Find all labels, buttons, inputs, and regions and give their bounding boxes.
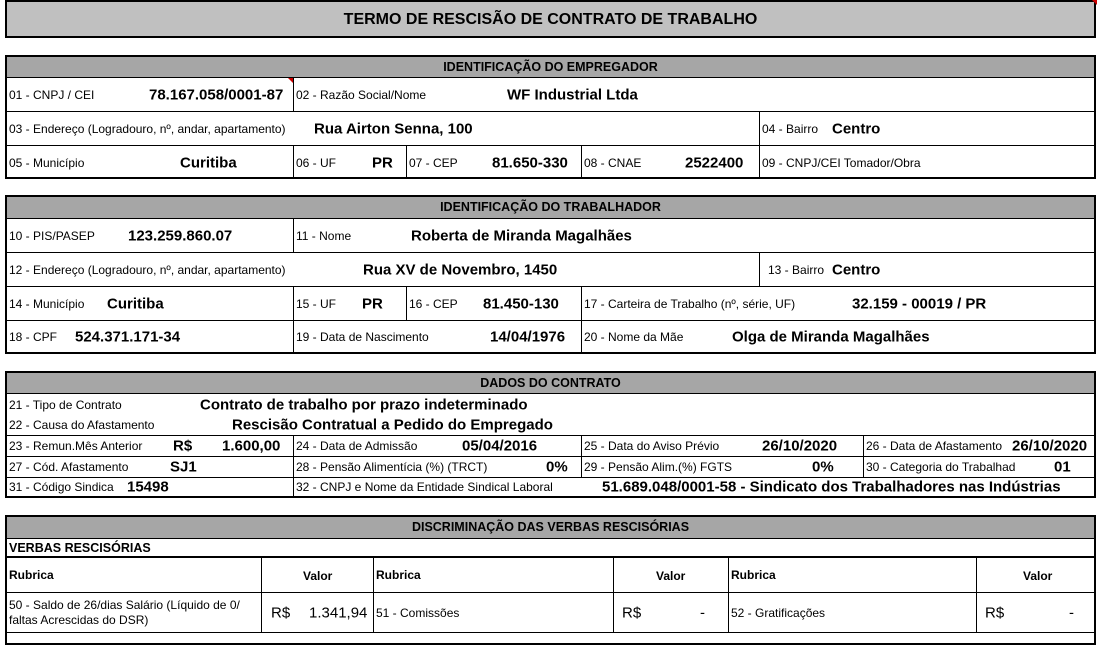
- currency: R$: [985, 604, 1005, 621]
- field-pis: [7, 219, 294, 253]
- field-data-nascimento: [294, 321, 582, 352]
- field-endereco: [7, 112, 760, 146]
- verba-51-valor: [614, 593, 729, 633]
- field-data-admissao: [294, 436, 582, 457]
- field-cpf: [7, 321, 294, 352]
- label: 27 - Cód. Afastamento: [9, 460, 129, 474]
- value: Curitiba: [107, 295, 164, 312]
- field-entidade-sindical: [294, 478, 1094, 496]
- label: 11 - Nome: [296, 228, 352, 243]
- label: 52 - Gratificações: [731, 605, 826, 620]
- verba-50-rubrica: [7, 593, 262, 633]
- label: 02 - Razão Social/Nome: [296, 87, 427, 102]
- value: 01: [1054, 458, 1071, 476]
- value: Roberta de Miranda Magalhães: [411, 227, 632, 244]
- col-valor-2: [614, 558, 729, 593]
- value: 26/10/2020: [762, 437, 838, 455]
- verba-52-valor: [977, 593, 1094, 633]
- col-rubrica-3: [729, 558, 977, 593]
- value: Contrato de trabalho por prazo indeterminado: [200, 396, 528, 413]
- value: 524.371.171-34: [75, 328, 181, 345]
- label: 15 - UF: [296, 296, 337, 311]
- employer-section: [5, 55, 1096, 179]
- label: 08 - CNAE: [584, 155, 642, 170]
- currency: R$: [622, 604, 642, 621]
- field-pensao-trct: [294, 457, 582, 478]
- value: Rua Airton Senna, 100: [314, 120, 473, 137]
- label: 12 - Endereço (Logradouro, nº, andar, apartamento): [9, 262, 286, 277]
- value: 32.159 - 00019 / PR: [852, 295, 987, 312]
- value: 81.650-330: [492, 154, 568, 171]
- label: 09 - CNPJ/CEI Tomador/Obra: [762, 155, 921, 170]
- value: Rua XV de Novembro, 1450: [363, 261, 558, 278]
- label: 10 - PIS/PASEP: [9, 228, 95, 243]
- worker-section: [5, 195, 1096, 354]
- label: 03 - Endereço (Logradouro, nº, andar, apartamento): [9, 121, 286, 136]
- label: 18 - CPF: [9, 329, 58, 344]
- label: 26 - Data de Afastamento: [866, 439, 1003, 453]
- field-uf-trabalhador: [294, 287, 407, 321]
- label: 31 - Código Sindica: [9, 480, 114, 494]
- label: 28 - Pensão Alimentícia (%) (TRCT): [296, 460, 488, 474]
- field-cep-trabalhador: [407, 287, 582, 321]
- col-valor-1: [262, 558, 374, 593]
- col-rubrica-1: [7, 558, 262, 593]
- field-cnpj-tomador: [760, 146, 1094, 179]
- field-remuneracao: [7, 436, 294, 457]
- value: WF Industrial Ltda: [507, 86, 638, 103]
- field-razao-social: [294, 78, 1094, 112]
- field-categoria: [864, 457, 1094, 478]
- value: Curitiba: [180, 154, 237, 171]
- label: 17 - Carteira de Trabalho (nº, série, UF): [584, 296, 796, 311]
- label: 30 - Categoria do Trabalhad: [866, 460, 1016, 474]
- label: 29 - Pensão Alim.(%) FGTS: [584, 460, 733, 474]
- value: 15498: [127, 478, 169, 496]
- label: 13 - Bairro: [768, 262, 825, 277]
- field-endereco-trabalhador: [7, 253, 760, 287]
- field-data-aviso: [582, 436, 864, 457]
- currency: R$: [173, 437, 193, 455]
- value: 1.600,00: [222, 437, 281, 455]
- field-municipio: [7, 146, 294, 179]
- label: Rubrica: [731, 568, 776, 582]
- label: 19 - Data de Nascimento: [296, 329, 429, 344]
- value: 05/04/2016: [462, 437, 538, 455]
- label: 25 - Data do Aviso Prévio: [584, 439, 720, 453]
- field-cnpj: [7, 78, 294, 112]
- field-municipio-trabalhador: [7, 287, 294, 321]
- currency: R$: [271, 604, 291, 621]
- label: 24 - Data de Admissão: [296, 439, 418, 453]
- field-data-afastamento: [864, 436, 1094, 457]
- label: 50 - Saldo de 26/dias Salário (Líquido de 0/ faltas Acrescidas do DSR): [9, 597, 240, 627]
- field-cnae: [582, 146, 760, 179]
- field-nome-mae: [582, 321, 1094, 352]
- label: Valor: [303, 569, 333, 583]
- value: 51.689.048/0001-58 - Sindicato dos Trabalhadores nas Indústrias: [602, 478, 1061, 496]
- value: PR: [372, 154, 393, 171]
- worker-header: IDENTIFICAÇÃO DO TRABALHADOR: [7, 197, 1094, 219]
- field-bairro: [760, 112, 1094, 146]
- label: 06 - UF: [296, 155, 337, 170]
- label: VERBAS RESCISÓRIAS: [9, 540, 151, 555]
- label: Valor: [656, 569, 686, 583]
- label: 01 - CNPJ / CEI: [9, 87, 95, 102]
- label: Rubrica: [376, 568, 421, 582]
- value: Centro: [832, 120, 881, 137]
- label: Valor: [1023, 569, 1053, 583]
- value: 0%: [812, 458, 834, 476]
- contract-header: DADOS DO CONTRATO: [7, 373, 1094, 394]
- label: 20 - Nome da Mãe: [584, 329, 684, 344]
- value: Centro: [832, 261, 881, 278]
- label: 05 - Município: [9, 155, 85, 170]
- field-tipo-contrato: [7, 394, 1094, 415]
- document-title: TERMO DE RESCISÃO DE CONTRATO DE TRABALHO: [5, 0, 1096, 38]
- field-nome: [294, 219, 1094, 253]
- field-causa-afastamento: [7, 415, 1094, 436]
- field-cep: [407, 146, 582, 179]
- field-uf: [294, 146, 407, 179]
- value: SJ1: [170, 458, 197, 476]
- verba-50-valor: [262, 593, 374, 633]
- label: 21 - Tipo de Contrato: [9, 397, 122, 412]
- value: 123.259.860.07: [128, 227, 233, 244]
- value: 78.167.058/0001-87: [149, 86, 284, 103]
- verba-52-rubrica: [729, 593, 977, 633]
- value: Olga de Miranda Magalhães: [732, 328, 930, 345]
- verba-51-rubrica: [374, 593, 614, 633]
- value: 14/04/1976: [490, 328, 566, 345]
- verbas-section: [5, 515, 1096, 645]
- value: -: [700, 604, 705, 621]
- value: 0%: [546, 458, 568, 476]
- field-codigo-sindical: [7, 478, 294, 496]
- comment-marker-icon: [288, 78, 293, 83]
- value: 2522400: [685, 154, 744, 171]
- verbas-header: DISCRIMINAÇÃO DAS VERBAS RESCISÓRIAS: [7, 517, 1094, 539]
- label: 22 - Causa do Afastamento: [9, 418, 155, 432]
- label: 51 - Comissões: [376, 605, 460, 620]
- comment-marker-icon: [1092, 0, 1097, 5]
- label: 32 - CNPJ e Nome da Entidade Sindical Laboral: [296, 480, 553, 494]
- value: -: [1069, 604, 1074, 621]
- value: Rescisão Contratual a Pedido do Empregado: [232, 416, 553, 434]
- col-valor-3: [977, 558, 1094, 593]
- col-rubrica-2: [374, 558, 614, 593]
- field-bairro-trabalhador: [760, 253, 1094, 287]
- contract-section: [5, 371, 1096, 498]
- field-pensao-fgts: [582, 457, 864, 478]
- value: 81.450-130: [483, 295, 559, 312]
- employer-header: IDENTIFICAÇÃO DO EMPREGADOR: [7, 57, 1094, 78]
- label: 07 - CEP: [409, 155, 458, 170]
- label: 14 - Município: [9, 296, 85, 311]
- value: 1.341,94: [309, 604, 368, 621]
- verbas-subheader: [7, 539, 1094, 558]
- field-cod-afastamento: [7, 457, 294, 478]
- label: Rubrica: [9, 568, 54, 582]
- label: 23 - Remun.Mês Anterior: [9, 439, 143, 453]
- label: 16 - CEP: [409, 296, 458, 311]
- label: 04 - Bairro: [762, 121, 819, 136]
- field-ctps: [582, 287, 1094, 321]
- value: PR: [362, 295, 383, 312]
- value: 26/10/2020: [1012, 437, 1088, 455]
